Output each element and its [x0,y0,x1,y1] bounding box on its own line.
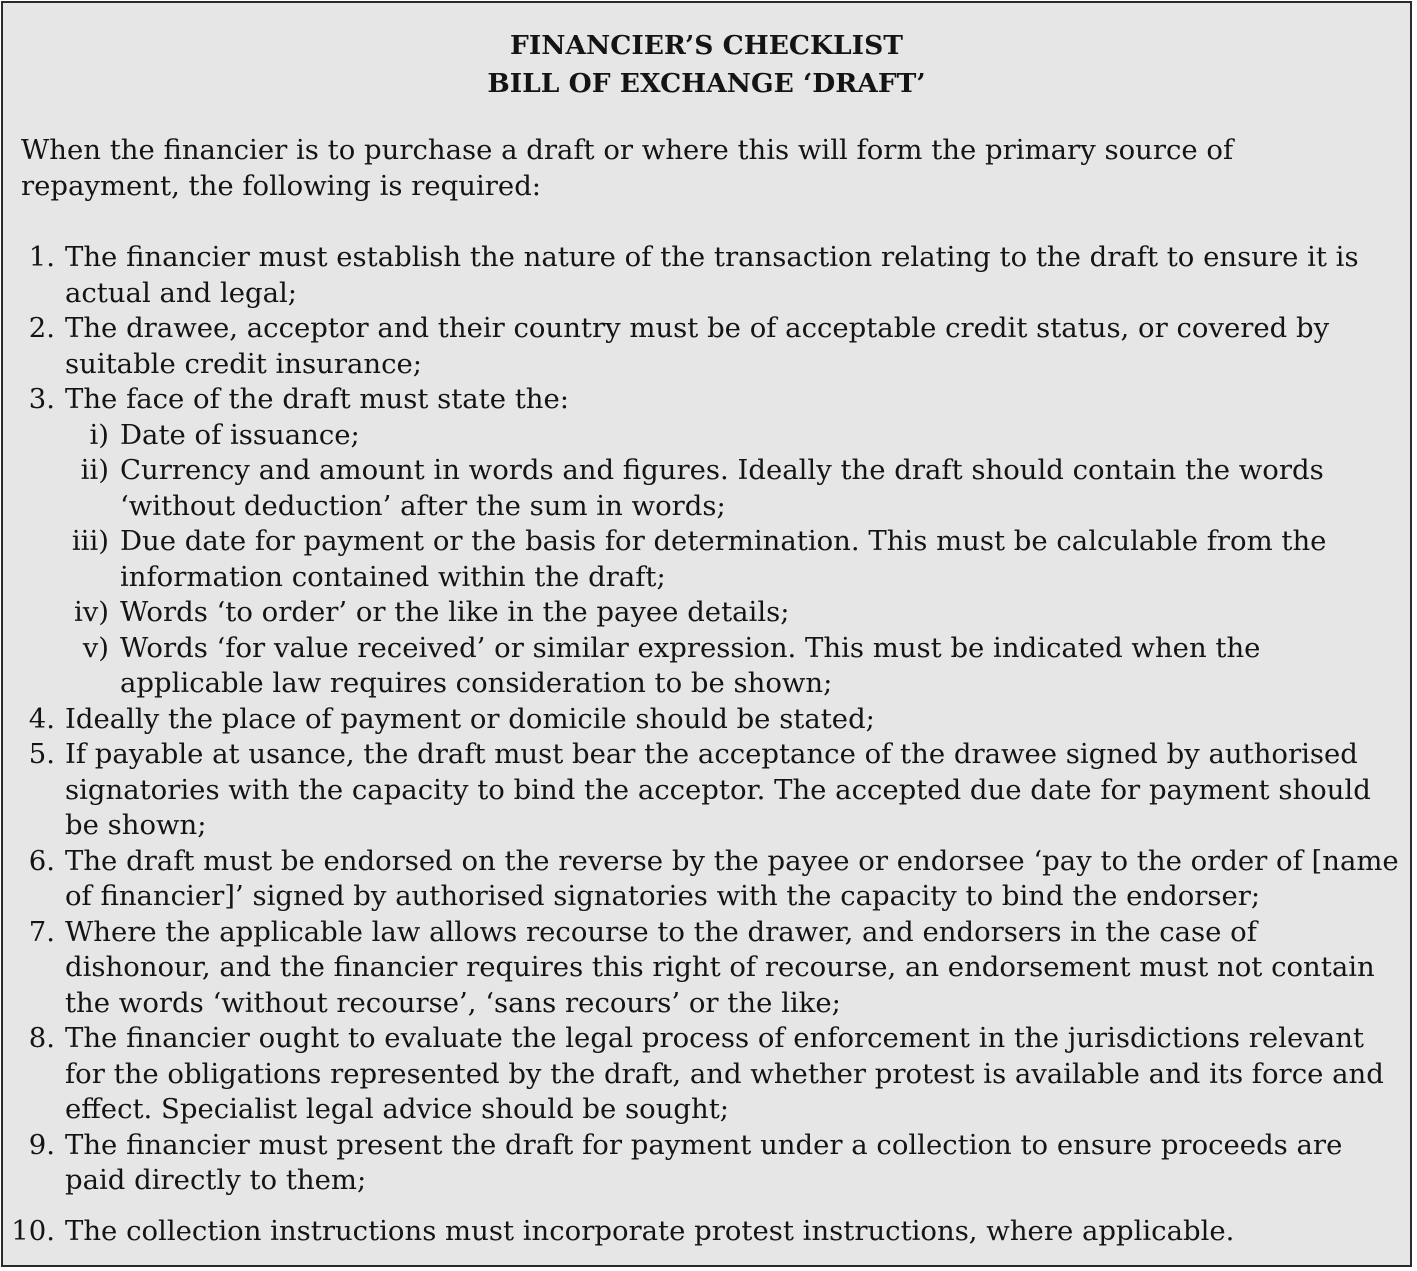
item-number: 6. [28,844,55,877]
item-text: The collection instructions must incorporate protest instructions, where applicable. [65,1214,1235,1247]
sub-item-number: v) [82,631,109,664]
list-item [3,844,1414,915]
sub-item [3,631,1414,702]
item-number: 4. [28,702,55,735]
title-line-2: BILL OF EXCHANGE ‘DRAFT’ [487,68,926,99]
item-number: 1. [28,241,55,273]
list-item [3,702,1414,738]
sub-item-number: i) [89,418,109,451]
item-number: 9. [28,1128,55,1161]
sub-item [3,453,1414,524]
item-number: 8. [28,1022,55,1054]
item-text: The financier must present the draft for payment under a collection to ensure proceeds are paid directly to them; [65,1128,1343,1196]
title-line-1: FINANCIER’S CHECKLIST [510,30,903,61]
sub-item-text: Currency and amount in words and figures. Ideally the draft should contain the words ‘without deduction’ after the sum in words; [120,454,1324,522]
item-text: If payable at usance, the draft must bear the acceptance of the drawee signed by authorised signatories with the capacity to bind the acceptor. The accepted due date for payment should be shown; [65,738,1371,841]
sub-item-text: Due date for payment or the basis for determination. This must be calculable from the information contained within the draft; [120,525,1327,593]
intro-paragraph: When the financier is to purchase a draft or where this will form the primary source of repayment, the following is required: [21,134,1234,202]
list-item [3,737,1414,844]
item-number: 10. [11,1214,55,1247]
item-number: 7. [28,915,55,948]
sub-item-text: Words ‘for value received’ or similar expression. This must be indicated when the applicable law requires consideration to be shown; [120,631,1261,699]
sub-item-number: ii) [80,454,109,486]
list-item [3,1128,1414,1199]
checklist-list [3,240,1414,1249]
list-item [3,1021,1414,1128]
item-text: The face of the draft must state the: [65,383,570,415]
item-number: 5. [28,738,55,770]
sub-item [3,524,1414,595]
item-number: 3. [28,383,55,415]
list-item [3,240,1414,311]
spacer [3,1199,1414,1214]
list-item [3,382,1414,418]
sub-item [3,418,1414,454]
list-item [3,915,1414,1022]
list-item [3,1214,1414,1250]
sub-item-text: Date of issuance; [120,418,360,451]
item-text: The financier must establish the nature of the transaction relating to the draft to ensure it is actual and legal; [65,241,1359,309]
item-text: Where the applicable law allows recourse to the drawer, and endorsers in the case of dishonour, and the financier requires this right of recourse, an endorsement must not contain the words ‘without recourse’, ‘sans recours’ or the like; [65,915,1375,1019]
item-text: Ideally the place of payment or domicile should be stated; [65,702,875,735]
item-number: 2. [28,312,55,344]
sub-item-number: iv) [73,596,109,628]
sub-item [3,595,1414,631]
list-item [3,311,1414,382]
item-text: The financier ought to evaluate the legal process of enforcement in the jurisdictions relevant for the obligations represented by the draft, and whether protest is available and its force and effect. Specialist legal advice should be sought; [65,1022,1384,1125]
item-text: The drawee, acceptor and their country must be of acceptable credit status, or covered by suitable credit insurance; [65,312,1330,380]
sub-item-text: Words ‘to order’ or the like in the payee details; [120,596,790,628]
checklist-title [3,27,1410,103]
checklist-box [1,1,1412,1267]
item-text: The draft must be endorsed on the reverse by the payee or endorsee ‘pay to the order of [name of financier]’ signed by authorised signatories with the capacity to bind the endorser; [65,844,1399,912]
sub-item-number: iii) [71,525,109,557]
